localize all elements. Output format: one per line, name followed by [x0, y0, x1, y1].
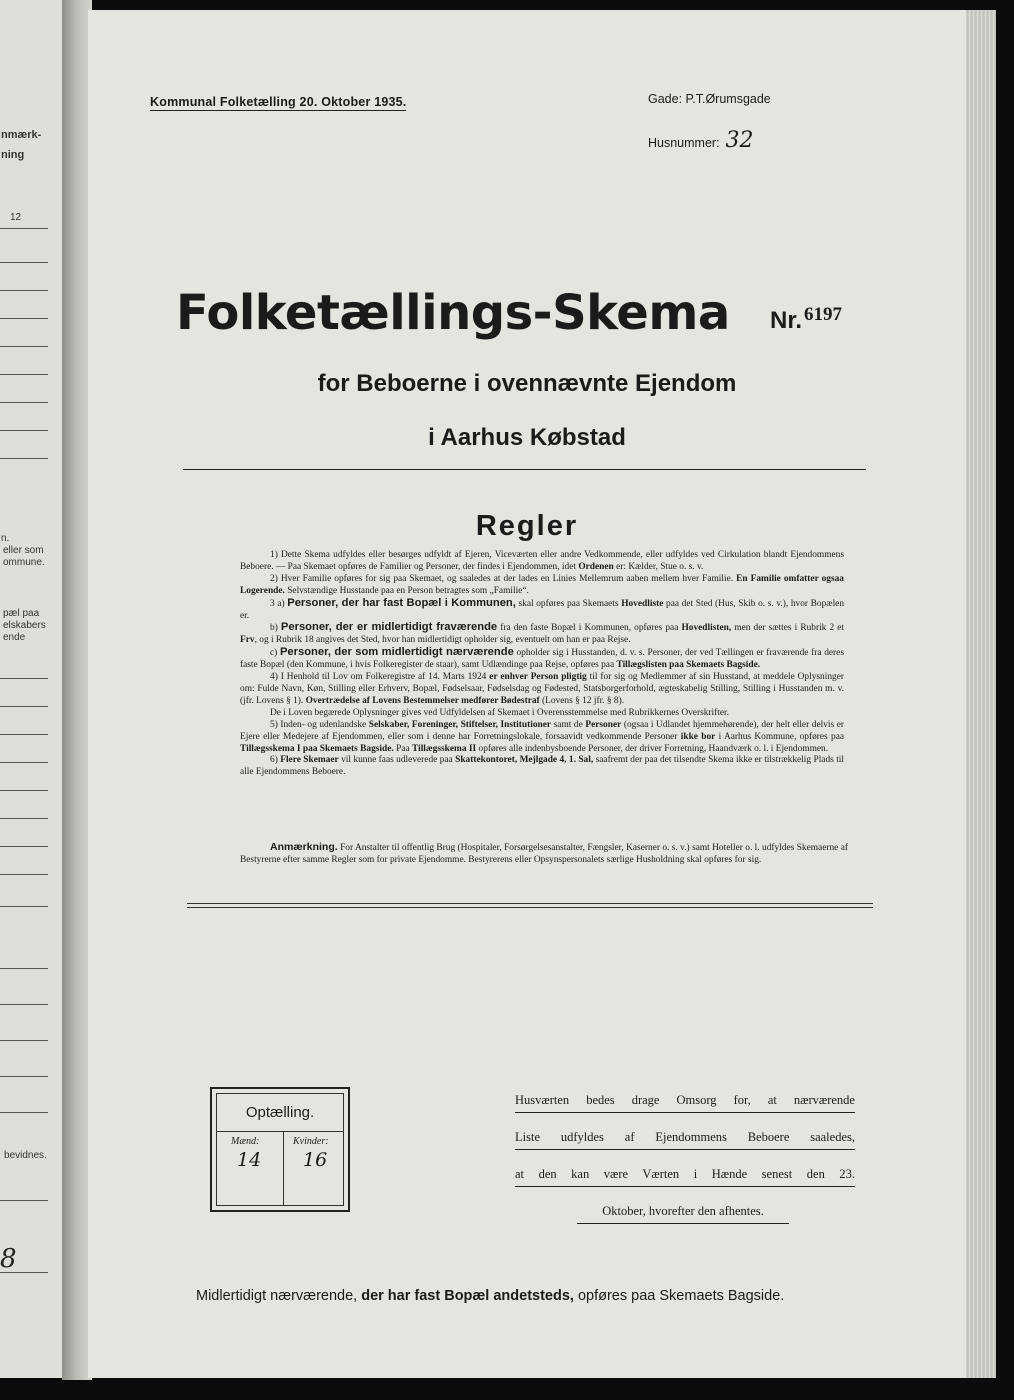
note-text: For Anstalter til offentlig Brug (Hospitaler, Forsørgelsesanstalter, Fængsler, Kaserner o. s. v.) samt Hoteller o. l. udfyldes Skemaerne af Bestyrerne efter samme Regler som for private Ejendomme. Bestyrerens eller Opsynspersonalets særlige Husholdning skal opføres for sig. [240, 843, 849, 865]
left-margin-text: ende [3, 632, 26, 643]
men-label: Mænd: [231, 1136, 260, 1147]
footer-note: Midlertidigt nærværende, der har fast Bopæl andetsteds, opføres paa Skemaets Bagside. [196, 1288, 785, 1304]
left-rule [0, 706, 48, 707]
left-margin-text: bevidnes. [4, 1150, 47, 1161]
street-label: Gade: P.T.Ørumsgade [648, 92, 771, 106]
note-paragraph [240, 842, 848, 867]
left-rule [0, 762, 48, 763]
notice-line: Liste udfyldes af Ejendommens Beboere saaledes, [515, 1130, 855, 1150]
divider [187, 903, 873, 904]
left-rule [0, 874, 48, 875]
left-margin-text: ommune. [3, 557, 45, 568]
rule-3b: b) Personer, der er midlertidigt fraværende fra den faste Bopæl i Kommunen, opføres paa Hovedlisten, men der sættes i Rubrik 2 et Frv, og i Rubrik 18 angives det Sted, hvor han midlertidigt opholder sig, eventuelt om han er paa Rejse. [240, 621, 844, 646]
form-number-label: Nr. [770, 307, 803, 334]
left-rule [0, 1076, 48, 1077]
house-number-value: 32 [725, 128, 754, 153]
left-margin-text: ning [1, 149, 25, 161]
rule-3a: 3 a) Personer, der har fast Bopæl i Kommunen, skal opføres paa Skemaets Hovedliste paa det Sted (Hus, Skib o. s. v.), hvor Bopælen er. [240, 596, 845, 621]
divider [187, 907, 873, 908]
left-rule [0, 678, 48, 679]
notice-line: at den kan være Værten i Hænde senest den 23. [515, 1167, 855, 1187]
rule-4b: De i Loven begærede Oplysninger gives ved Udfyldelsen af Skemaet i Overensstemmelse med Rubrikkernes Overskrifter. [270, 707, 729, 718]
left-margin-text: nmærk- [1, 129, 42, 141]
census-form-page [88, 10, 996, 1378]
left-rule [0, 818, 48, 819]
rule-5: 5) Inden- og udenlandske Selskaber, Foreninger, Stiftelser, Institutioner samt de Personer (ogsaa i Udlandet hjemmehørende), der helt eller delvis er Ejere eller Medejere af Ejendommen, eller som i denne har Forretningslokale, forsaavidt vedkommende Personer ikke bor i Aarhus Kommune, opføres paa Tillægsskema I paa Skemaets Bagside. Paa Tillægsskema II opføres alle indenbysboende Personer, der driver Forretning, Haandværk o. l. i Ejendommen. [240, 719, 845, 754]
note-label: Anmærkning. [270, 841, 338, 853]
left-margin-text: n. [1, 533, 10, 544]
notice-line: Oktober, hvorefter den afhentes. [577, 1204, 789, 1224]
left-rule [0, 1004, 48, 1005]
notice-line: Husværten bedes drage Omsorg for, at nærværende [515, 1093, 855, 1113]
rule-4: 4) I Henhold til Lov om Folkeregistre af 14. Marts 1924 er enhver Person pligtig til for sig og Medlemmer af sin Husstand, at meddele Oplysninger om: Fulde Navn, Køn, Stilling eller Erhverv, Bopæl, Fødselsaar, Fødselsdag og Fødested, Statsborgerforhold, ægteskabelig Stilling, Stilling i Husstanden m. v. (jfr. Lovens § 1). Overtrædelse af Lovens Bestemmelser medfører Bødestraf (Lovens § 12 jfr. § 8). [240, 672, 845, 706]
count-title: Optælling. [245, 1104, 315, 1121]
form-number-value: 6197 [804, 304, 843, 325]
left-rule [0, 906, 48, 907]
street-field [648, 92, 771, 106]
left-rule [0, 734, 48, 735]
rules-heading: Regler [475, 510, 579, 542]
subtitle-1: for Beboerne i ovennævnte Ejendom [317, 370, 737, 397]
left-page-fragment [0, 0, 66, 1378]
rule-2: 2) Hver Familie opføres for sig paa Skemaet, og saaledes at der lades en Linies Mellemrum aaben mellem hver Familie. En Familie omfatter ogsaa Logerende. Selvstændige Husstande paa en Person betragtes som „Familie“. [240, 573, 844, 596]
left-rule [0, 1040, 48, 1041]
rule-6: 6) Flere Skemaer vil kunne faas udleverede paa Skattekontoret, Mejlgade 4, 1. Sal, saafremt der paa det tilsendte Skema ikke er tilstrækkelig Plads til alle Ejendommens Beboere. [240, 755, 845, 778]
left-rule [0, 846, 48, 847]
left-rule [0, 1112, 48, 1113]
left-margin-text: elskabers [3, 620, 46, 631]
left-rule [0, 318, 48, 319]
left-margin-text: pæl paa [3, 608, 40, 619]
divider [183, 469, 866, 470]
left-rule [0, 262, 48, 263]
left-rule [0, 374, 48, 375]
census-header: Kommunal Folketælling 20. Oktober 1935. [150, 95, 407, 109]
left-rule [0, 968, 48, 969]
page-title: Folketællings-Skema [176, 285, 730, 341]
women-label: Kvinder: [293, 1136, 329, 1147]
men-count: 14 [237, 1149, 262, 1171]
left-rule [0, 430, 48, 431]
house-number-label: Husnummer: [648, 136, 720, 150]
count-box [210, 1087, 350, 1212]
left-rule [0, 1200, 48, 1201]
house-number-field [648, 128, 754, 153]
form-number [770, 304, 842, 335]
women-count: 16 [303, 1149, 328, 1171]
left-rule [0, 402, 48, 403]
subtitle-2: i Aarhus Købstad [428, 424, 626, 451]
left-margin-text: 12 [10, 212, 22, 223]
rule-1: 1) Dette Skema udfyldes eller besørges udfyldt af Ejeren, Viceværten eller andre Vedkommende, eller udfyldes ved Cirkulation blandt Ejendommens Beboere. — Paa Skemaet opføres de Familier og Personer, der findes i Ejendommen, idet Ordenen er: Kælder, Stue o. s. v. [240, 550, 844, 572]
page-edge [966, 10, 996, 1378]
left-rule [0, 228, 48, 229]
left-rule [0, 346, 48, 347]
landlord-notice [515, 1093, 855, 1241]
left-margin-text: eller som [3, 545, 44, 556]
rules-text [240, 550, 844, 779]
left-rule [0, 790, 48, 791]
left-rule [0, 458, 48, 459]
left-rule [0, 290, 48, 291]
rule-3c: c) Personer, der som midlertidigt nærværende opholder sig i Husstanden, d. v. s. Personer, der ved Tællingen er fraværende fra deres faste Bopæl (den Kommune, i hvis Folkeregister de staar), samt Udlændinge paa Rejse, opføres paa Tillægslisten paa Skemaets Bagside. [240, 646, 844, 671]
left-handwriting: 8 [0, 1244, 17, 1274]
